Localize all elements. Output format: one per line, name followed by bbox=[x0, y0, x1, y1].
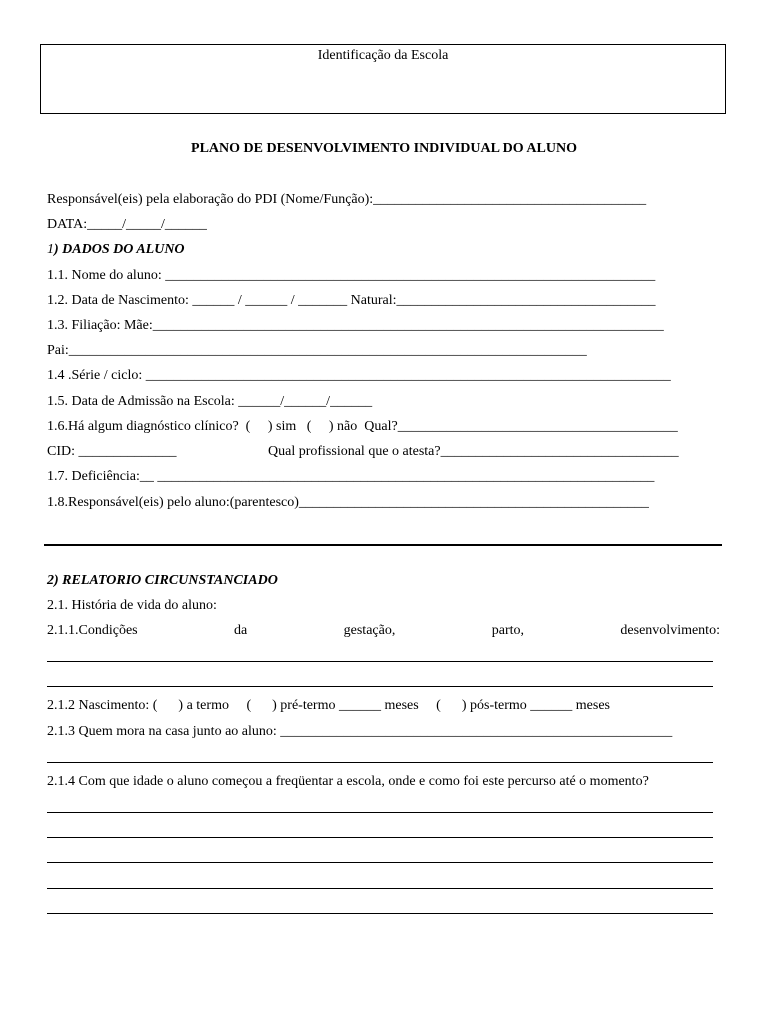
birth-term-field[interactable]: 2.1.2 Nascimento: ( ) a termo ( ) pré-termo ______ meses ( ) pós-termo ______ meses bbox=[47, 698, 610, 713]
birth-date-field[interactable]: 1.2. Data de Nascimento: ______ / ______ / _______ Natural:_____________________________________ bbox=[47, 293, 656, 308]
school-identification-box[interactable] bbox=[40, 44, 726, 114]
household-field[interactable]: 2.1.3 Quem mora na casa junto ao aluno: ________________________________________________________ bbox=[47, 724, 673, 739]
section-1-title: ) DADOS DO ALUNO bbox=[54, 242, 185, 257]
gestation-word-5: desenvolvimento: bbox=[620, 623, 720, 638]
section-1-number: 1 bbox=[47, 242, 54, 257]
answer-line[interactable] bbox=[47, 837, 713, 838]
school-history-question: 2.1.4 Com que idade o aluno começou a freqüentar a escola, onde e como foi este percurso até o momento? bbox=[47, 774, 649, 789]
admission-date-field[interactable]: 1.5. Data de Admissão na Escola: ______/______/______ bbox=[47, 394, 373, 409]
answer-line[interactable] bbox=[47, 762, 713, 763]
gestation-word-4: parto, bbox=[491, 623, 525, 638]
answer-line[interactable] bbox=[47, 913, 713, 914]
answer-line[interactable] bbox=[47, 686, 713, 687]
grade-cycle-field[interactable]: 1.4 .Série / ciclo: ___________________________________________________________________________ bbox=[47, 368, 671, 383]
answer-line[interactable] bbox=[47, 862, 713, 863]
answer-line[interactable] bbox=[47, 888, 713, 889]
certifying-professional-field[interactable]: Qual profissional que o atesta?__________________________________ bbox=[268, 444, 679, 459]
mother-field[interactable]: 1.3. Filiação: Mãe:_________________________________________________________________________ bbox=[47, 318, 664, 333]
cid-field[interactable]: CID: ______________ bbox=[47, 444, 177, 459]
answer-line[interactable] bbox=[47, 812, 713, 813]
father-field[interactable]: Pai:__________________________________________________________________________ bbox=[47, 343, 587, 358]
section-divider bbox=[44, 544, 722, 546]
section-1-heading bbox=[47, 241, 185, 258]
date-field[interactable]: DATA:_____/_____/______ bbox=[47, 217, 207, 232]
answer-line[interactable] bbox=[47, 661, 713, 662]
school-identification-label: Identificação da Escola bbox=[317, 48, 449, 63]
life-history-label: 2.1. História de vida do aluno: bbox=[47, 598, 217, 613]
disability-field[interactable]: 1.7. Deficiência:__ _______________________________________________________________________ bbox=[47, 469, 655, 484]
gestation-word-1: 2.1.1.Condições bbox=[47, 623, 138, 638]
diagnosis-field[interactable]: 1.6.Há algum diagnóstico clínico? ( ) sim ( ) não Qual?________________________________________ bbox=[47, 419, 678, 434]
document-title: PLANO DE DESENVOLVIMENTO INDIVIDUAL DO ALUNO bbox=[191, 141, 577, 156]
student-guardian-field[interactable]: 1.8.Responsável(eis) pelo aluno:(parentesco)__________________________________________________ bbox=[47, 495, 649, 510]
gestation-conditions-label bbox=[47, 622, 720, 639]
pdi-responsible-field[interactable]: Responsável(eis) pela elaboração do PDI (Nome/Função):_______________________________________ bbox=[47, 192, 647, 207]
student-name-field[interactable]: 1.1. Nome do aluno: ______________________________________________________________________ bbox=[47, 268, 656, 283]
gestation-word-3: gestação, bbox=[343, 623, 396, 638]
gestation-word-2: da bbox=[234, 623, 248, 638]
section-2-heading: 2) RELATORIO CIRCUNSTANCIADO bbox=[47, 573, 278, 588]
